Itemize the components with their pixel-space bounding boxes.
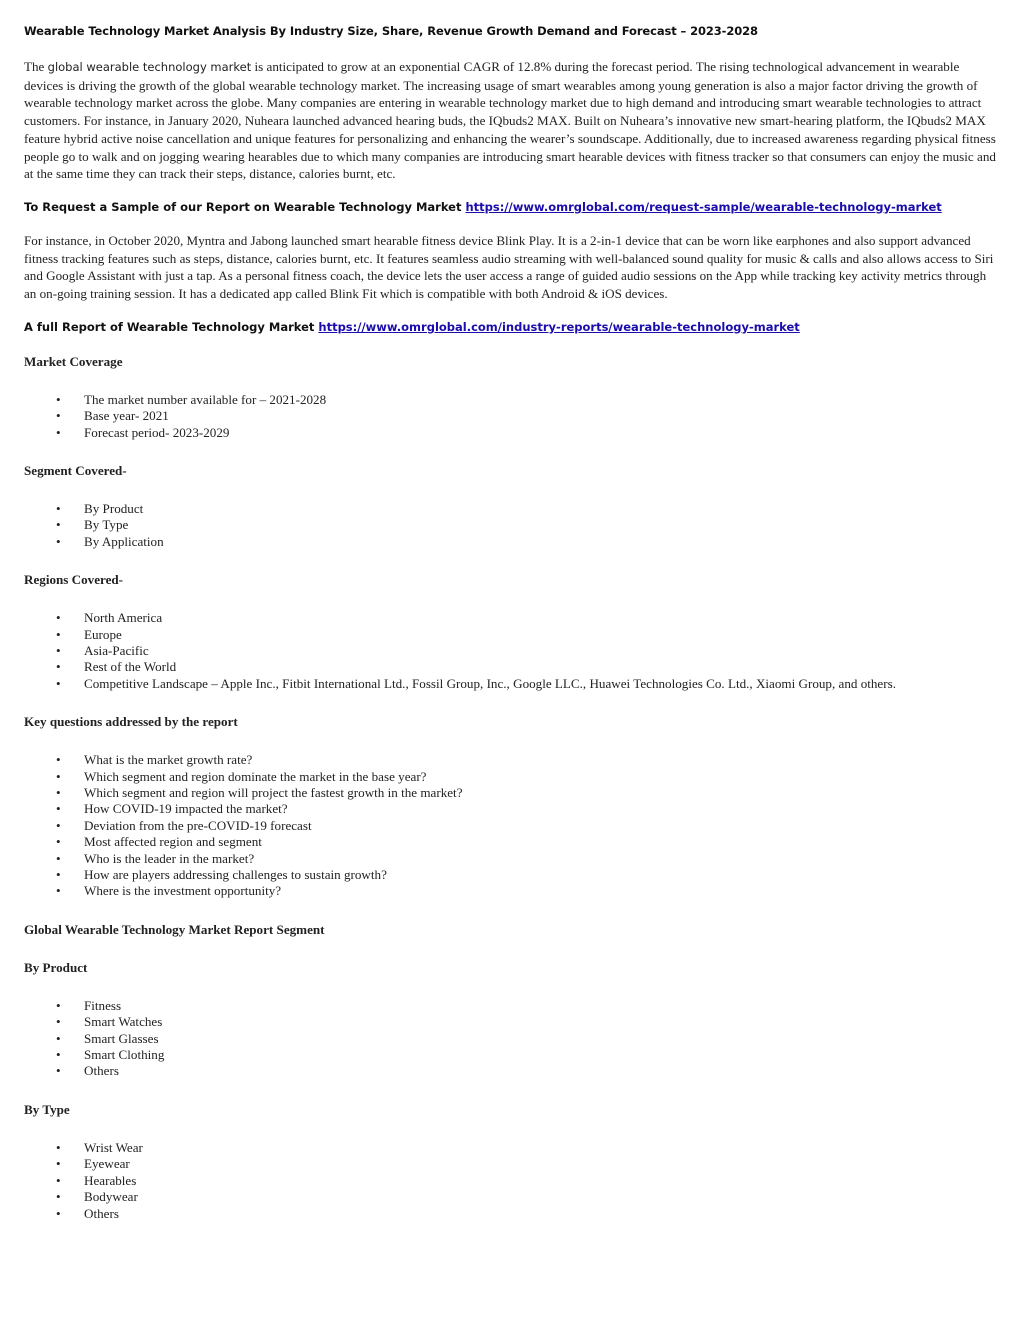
bullet-icon: • bbox=[56, 500, 61, 516]
bullet-icon: • bbox=[56, 675, 61, 691]
list-item-text: Where is the investment opportunity? bbox=[84, 883, 282, 899]
bullet-icon: • bbox=[56, 1063, 61, 1079]
bullet-icon: • bbox=[56, 1205, 61, 1221]
bullet-icon: • bbox=[56, 997, 61, 1013]
bullet-icon: • bbox=[56, 867, 61, 883]
section-heading: Regions Covered- bbox=[24, 572, 124, 588]
bullet-icon: • bbox=[56, 610, 61, 626]
list-item bbox=[24, 769, 1000, 785]
list-item-text: Asia-Pacific bbox=[84, 642, 149, 658]
list-item bbox=[24, 627, 1000, 643]
bullet-icon: • bbox=[56, 850, 61, 866]
document-page bbox=[24, 24, 1000, 1244]
bullet-icon: • bbox=[56, 1047, 61, 1063]
list-item bbox=[24, 610, 1000, 626]
list-item-text: Europe bbox=[84, 626, 122, 642]
bullet-icon: • bbox=[56, 659, 61, 675]
bullet-icon: • bbox=[56, 834, 61, 850]
list-item-text: How are players addressing challenges to sustain growth? bbox=[84, 867, 387, 883]
document-title: Wearable Technology Market Analysis By Industry Size, Share, Revenue Growth Demand and Forecast – 2023-2028 bbox=[24, 24, 758, 38]
list-item bbox=[24, 392, 1000, 408]
list-item-text: By Type bbox=[84, 517, 129, 533]
section-list bbox=[24, 501, 1000, 550]
list-item bbox=[24, 408, 1000, 424]
list-item bbox=[24, 998, 1000, 1014]
list-item-text: What is the market growth rate? bbox=[84, 752, 253, 768]
list-item-text: Deviation from the pre-COVID-19 forecast bbox=[84, 817, 312, 833]
bullet-icon: • bbox=[56, 517, 61, 533]
list-item bbox=[24, 1140, 1000, 1156]
list-item-text: North America bbox=[84, 610, 163, 626]
list-item-text: Smart Watches bbox=[84, 1014, 163, 1030]
section-heading: Key questions addressed by the report bbox=[24, 714, 238, 730]
list-item bbox=[24, 883, 1000, 899]
list-item-text: Base year- 2021 bbox=[84, 408, 169, 424]
instance-paragraph: For instance, in October 2020, Myntra and Jabong launched smart hearable fitness device Blink Play. It is a 2-in-1 device that can be worn like earphones and also support advanced fitness tracking features such as steps, distance, calories burnt, etc. It features seamless audio streaming with well-balanced sound quality for music & calls and also allows access to Siri and Google Assistant with just a tap. As a personal fitness coach, the device lets the user access a range of guided audio sessions on the App while tracking key activity metrics through an on-going training session. It has a dedicated app called Blink Fit which is compatible with both Android & iOS devices. bbox=[24, 232, 994, 302]
list-item-text: Which segment and region will project the fastest growth in the market? bbox=[84, 785, 463, 801]
list-item-text: Most affected region and segment bbox=[84, 834, 262, 850]
bullet-icon: • bbox=[56, 1189, 61, 1205]
bullet-icon: • bbox=[56, 1139, 61, 1155]
list-item bbox=[24, 425, 1000, 441]
list-item-text: Bodywear bbox=[84, 1189, 138, 1205]
list-item bbox=[24, 534, 1000, 550]
by-type-heading: By Type bbox=[24, 1101, 70, 1117]
section-list bbox=[24, 392, 1000, 441]
bullet-icon: • bbox=[56, 1030, 61, 1046]
list-item-text: Smart Clothing bbox=[84, 1047, 165, 1063]
bullet-icon: • bbox=[56, 408, 61, 424]
section-list bbox=[24, 752, 1000, 900]
list-item-text: How COVID-19 impacted the market? bbox=[84, 801, 288, 817]
list-item-text: Others bbox=[84, 1063, 119, 1079]
bullet-icon: • bbox=[56, 768, 61, 784]
intro-keyword: global wearable technology market bbox=[47, 60, 252, 74]
bullet-icon: • bbox=[56, 883, 61, 899]
list-item-text: Rest of the World bbox=[84, 659, 177, 675]
list-item bbox=[24, 1156, 1000, 1172]
list-item-text: Which segment and region dominate the market in the base year? bbox=[84, 768, 427, 784]
list-item bbox=[24, 851, 1000, 867]
list-item bbox=[24, 867, 1000, 883]
sample-request-line bbox=[24, 200, 1000, 214]
bullet-icon: • bbox=[56, 1014, 61, 1030]
bullet-icon: • bbox=[56, 626, 61, 642]
list-item bbox=[24, 818, 1000, 834]
list-item-text: The market number available for – 2021-2028 bbox=[84, 391, 327, 407]
section-heading: Market Coverage bbox=[24, 353, 123, 369]
list-item bbox=[24, 801, 1000, 817]
sample-request-label: To Request a Sample of our Report on Wearable Technology Market bbox=[24, 199, 466, 214]
list-item bbox=[24, 1047, 1000, 1063]
list-item bbox=[24, 752, 1000, 768]
list-item bbox=[24, 1031, 1000, 1047]
list-item-text: Fitness bbox=[84, 997, 122, 1013]
list-item bbox=[24, 517, 1000, 533]
bullet-icon: • bbox=[56, 391, 61, 407]
list-item-text: Forecast period- 2023-2029 bbox=[84, 424, 230, 440]
sample-request-link[interactable]: https://www.omrglobal.com/request-sample/wearable-technology-market bbox=[465, 199, 942, 214]
list-item-text: Competitive Landscape – Apple Inc., Fitbit International Ltd., Fossil Group, Inc., Google LLC., Huawei Technologies Co. Ltd., Xiaomi Group, and others. bbox=[84, 675, 896, 691]
list-item bbox=[24, 501, 1000, 517]
list-item bbox=[24, 785, 1000, 801]
by-type-list bbox=[24, 1140, 1000, 1222]
list-item-text: Others bbox=[84, 1205, 119, 1221]
by-product-heading: By Product bbox=[24, 959, 88, 975]
bullet-icon: • bbox=[56, 785, 61, 801]
bullet-icon: • bbox=[56, 801, 61, 817]
bullet-icon: • bbox=[56, 1172, 61, 1188]
list-item-text: Eyewear bbox=[84, 1156, 130, 1172]
sections-container bbox=[24, 354, 1000, 900]
list-item-text: By Application bbox=[84, 533, 164, 549]
list-item bbox=[24, 1206, 1000, 1222]
intro-body: is anticipated to grow at an exponential CAGR of 12.8% during the forecast period. The rising technological advancement in wearable devices is driving the growth of the global wearable technology market. The increasing usage of smart wearables among young generation is also a major factor driving the growth of wearable technology market across the globe. Many companies are entering in wearable technology market due to high demand and introducing smart wearable technologies to attract customers. For instance, in January 2020, Nuheara launched advanced hearing buds, the IQbuds2 MAX. Built on Nuheara’s innovative new smart-hearing platform, the IQbuds2 MAX feature hybrid active noise cancellation and unique features for personalizing and enhancing the wearer’s soundscape. Additionally, due to increased awareness regarding physical fitness people go to walk and on jogging wearing hearables due to which many companies are introducing smart hearable devices with fitness tracker so that consumers can enjoy the music and at the same time they can track their steps, distance, calories burnt, etc. bbox=[24, 59, 996, 182]
list-item bbox=[24, 643, 1000, 659]
section-heading: Segment Covered- bbox=[24, 462, 127, 478]
bullet-icon: • bbox=[56, 642, 61, 658]
by-product-list bbox=[24, 998, 1000, 1080]
list-item bbox=[24, 1063, 1000, 1079]
list-item bbox=[24, 1173, 1000, 1189]
list-item bbox=[24, 659, 1000, 675]
list-item-text: By Product bbox=[84, 500, 144, 516]
list-item-text: Wrist Wear bbox=[84, 1139, 143, 1155]
list-item-text: Who is the leader in the market? bbox=[84, 850, 255, 866]
section-list bbox=[24, 610, 1000, 692]
full-report-line bbox=[24, 320, 1000, 334]
list-item bbox=[24, 1014, 1000, 1030]
full-report-link[interactable]: https://www.omrglobal.com/industry-reports/wearable-technology-market bbox=[318, 319, 800, 334]
bullet-icon: • bbox=[56, 817, 61, 833]
list-item bbox=[24, 1189, 1000, 1205]
list-item-text: Smart Glasses bbox=[84, 1030, 159, 1046]
list-item bbox=[24, 676, 1000, 692]
bullet-icon: • bbox=[56, 752, 61, 768]
full-report-label: A full Report of Wearable Technology Market bbox=[24, 319, 319, 334]
bullet-icon: • bbox=[56, 533, 61, 549]
list-item bbox=[24, 834, 1000, 850]
bullet-icon: • bbox=[56, 1156, 61, 1172]
list-item-text: Hearables bbox=[84, 1172, 137, 1188]
segment-title: Global Wearable Technology Market Report Segment bbox=[24, 921, 325, 937]
intro-paragraph bbox=[24, 58, 1000, 183]
bullet-icon: • bbox=[56, 424, 61, 440]
intro-lead: The bbox=[24, 59, 48, 74]
